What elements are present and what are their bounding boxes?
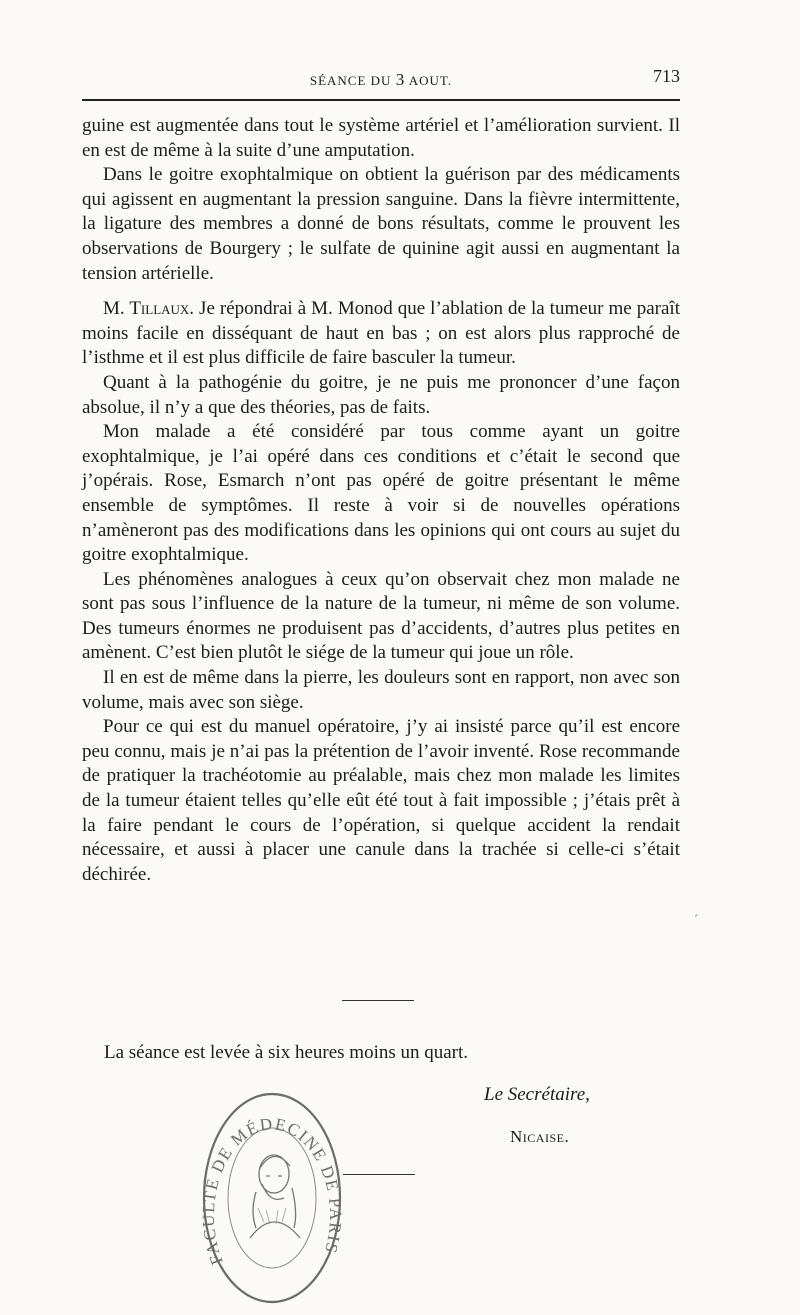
paragraph-continuation: guine est augmentée dans tout le système artériel et l’amélioration survient. Il en est de même à la suite d’une amputation. <box>82 115 680 161</box>
paragraph-text: Je répondrai à M. Monod que l’ablation de la tumeur me paraît moins facile en disséquant de haut en bas ; on est alors plus rapproché de l’isthme et il est plus difficile de faire basculer la tumeur. <box>82 298 680 369</box>
signature-line <box>343 1174 415 1175</box>
paragraph: Mon malade a été considéré par tous comme ayant un goitre exophtalmique, je l’ai opéré dans ces conditions et c’était le second que j’opérais. Rose, Esmarch n’ont pas opéré de goitre présentant le même ensemble de symptômes. Il reste à voir si de nouvelles opérations n’amèneront pas des modifications dans les opinions qui ont cours au sujet du goitre exophtalmique. <box>82 421 680 566</box>
paragraph: Dans le goitre exophtalmique on obtient la guérison par des médicaments qui agissent en augmentant la pression sanguine. Dans la fièvre intermittente, la ligature des membres a donné de bons résultats, comme le prouvent les observations de Bourgery ; le sulfate de quinine agit aussi en augmentant la tension artérielle. <box>82 164 680 284</box>
header-rule <box>82 99 680 101</box>
paragraph-tillaux <box>82 297 680 371</box>
body-text <box>82 114 680 887</box>
running-head-title-pre: SÉANCE DU <box>309 73 396 88</box>
paragraph: Quant à la pathogénie du goitre, je ne puis me prononcer d’une façon absolue, il n’y a que des théories, pas de faits. <box>82 371 680 418</box>
paragraph: Il en est de même dans la pierre, les douleurs sont en rapport, non avec son volume, mais avec son siège. <box>82 667 680 713</box>
closing-line: La séance est levée à six heures moins un quart. <box>104 1042 469 1063</box>
stamp-legend: FACULTÉ DE MÉDECINE DE PARIS <box>200 1114 344 1268</box>
page-number: 713 <box>653 66 680 86</box>
signature-text: Nicaise. <box>510 1127 570 1146</box>
secretary-title: Le Secrétaire, <box>484 1084 590 1105</box>
running-head-title <box>82 70 680 90</box>
running-head-title-post: AOUT. <box>405 73 453 88</box>
secretary-signature <box>510 1127 569 1147</box>
svg-text:FACULTÉ DE MÉDECINE DE PARIS <box>200 1114 344 1267</box>
paragraph: Les phénomènes analogues à ceux qu’on observait chez mon malade ne sont pas sous l’influence de la nature de la tumeur, ni même de son volume. Des tumeurs énormes ne produisent pas d’accidents, d’autres plus petites en amènent. C’est bien plutôt le siége de la tumeur qui joue un rôle. <box>82 568 680 664</box>
section-separator <box>342 1000 414 1001</box>
speaker-name: M. Tillaux. <box>103 298 195 320</box>
paragraph: Pour ce qui est du manuel opératoire, j’y ai insisté parce qu’il est encore peu connu, mais je n’ai pas la prétention de l’avoir inventé. Rose recommande de pratiquer la trachéotomie au préalable, mais chez mon malade les limites de la tumeur étaient telles qu’elle eût été tout à fait impossible ; j’étais prêt à la faire pendant le cours de l’opération, si quelque accident la rendait nécessaire, et aussi à placer une canule dans la trachée si celle-ci s’était déchirée. <box>82 716 680 885</box>
running-head-title-number: 3 <box>395 70 406 89</box>
running-head <box>82 66 680 90</box>
library-stamp-icon <box>200 1088 344 1306</box>
margin-mark: ˊ <box>694 912 698 926</box>
